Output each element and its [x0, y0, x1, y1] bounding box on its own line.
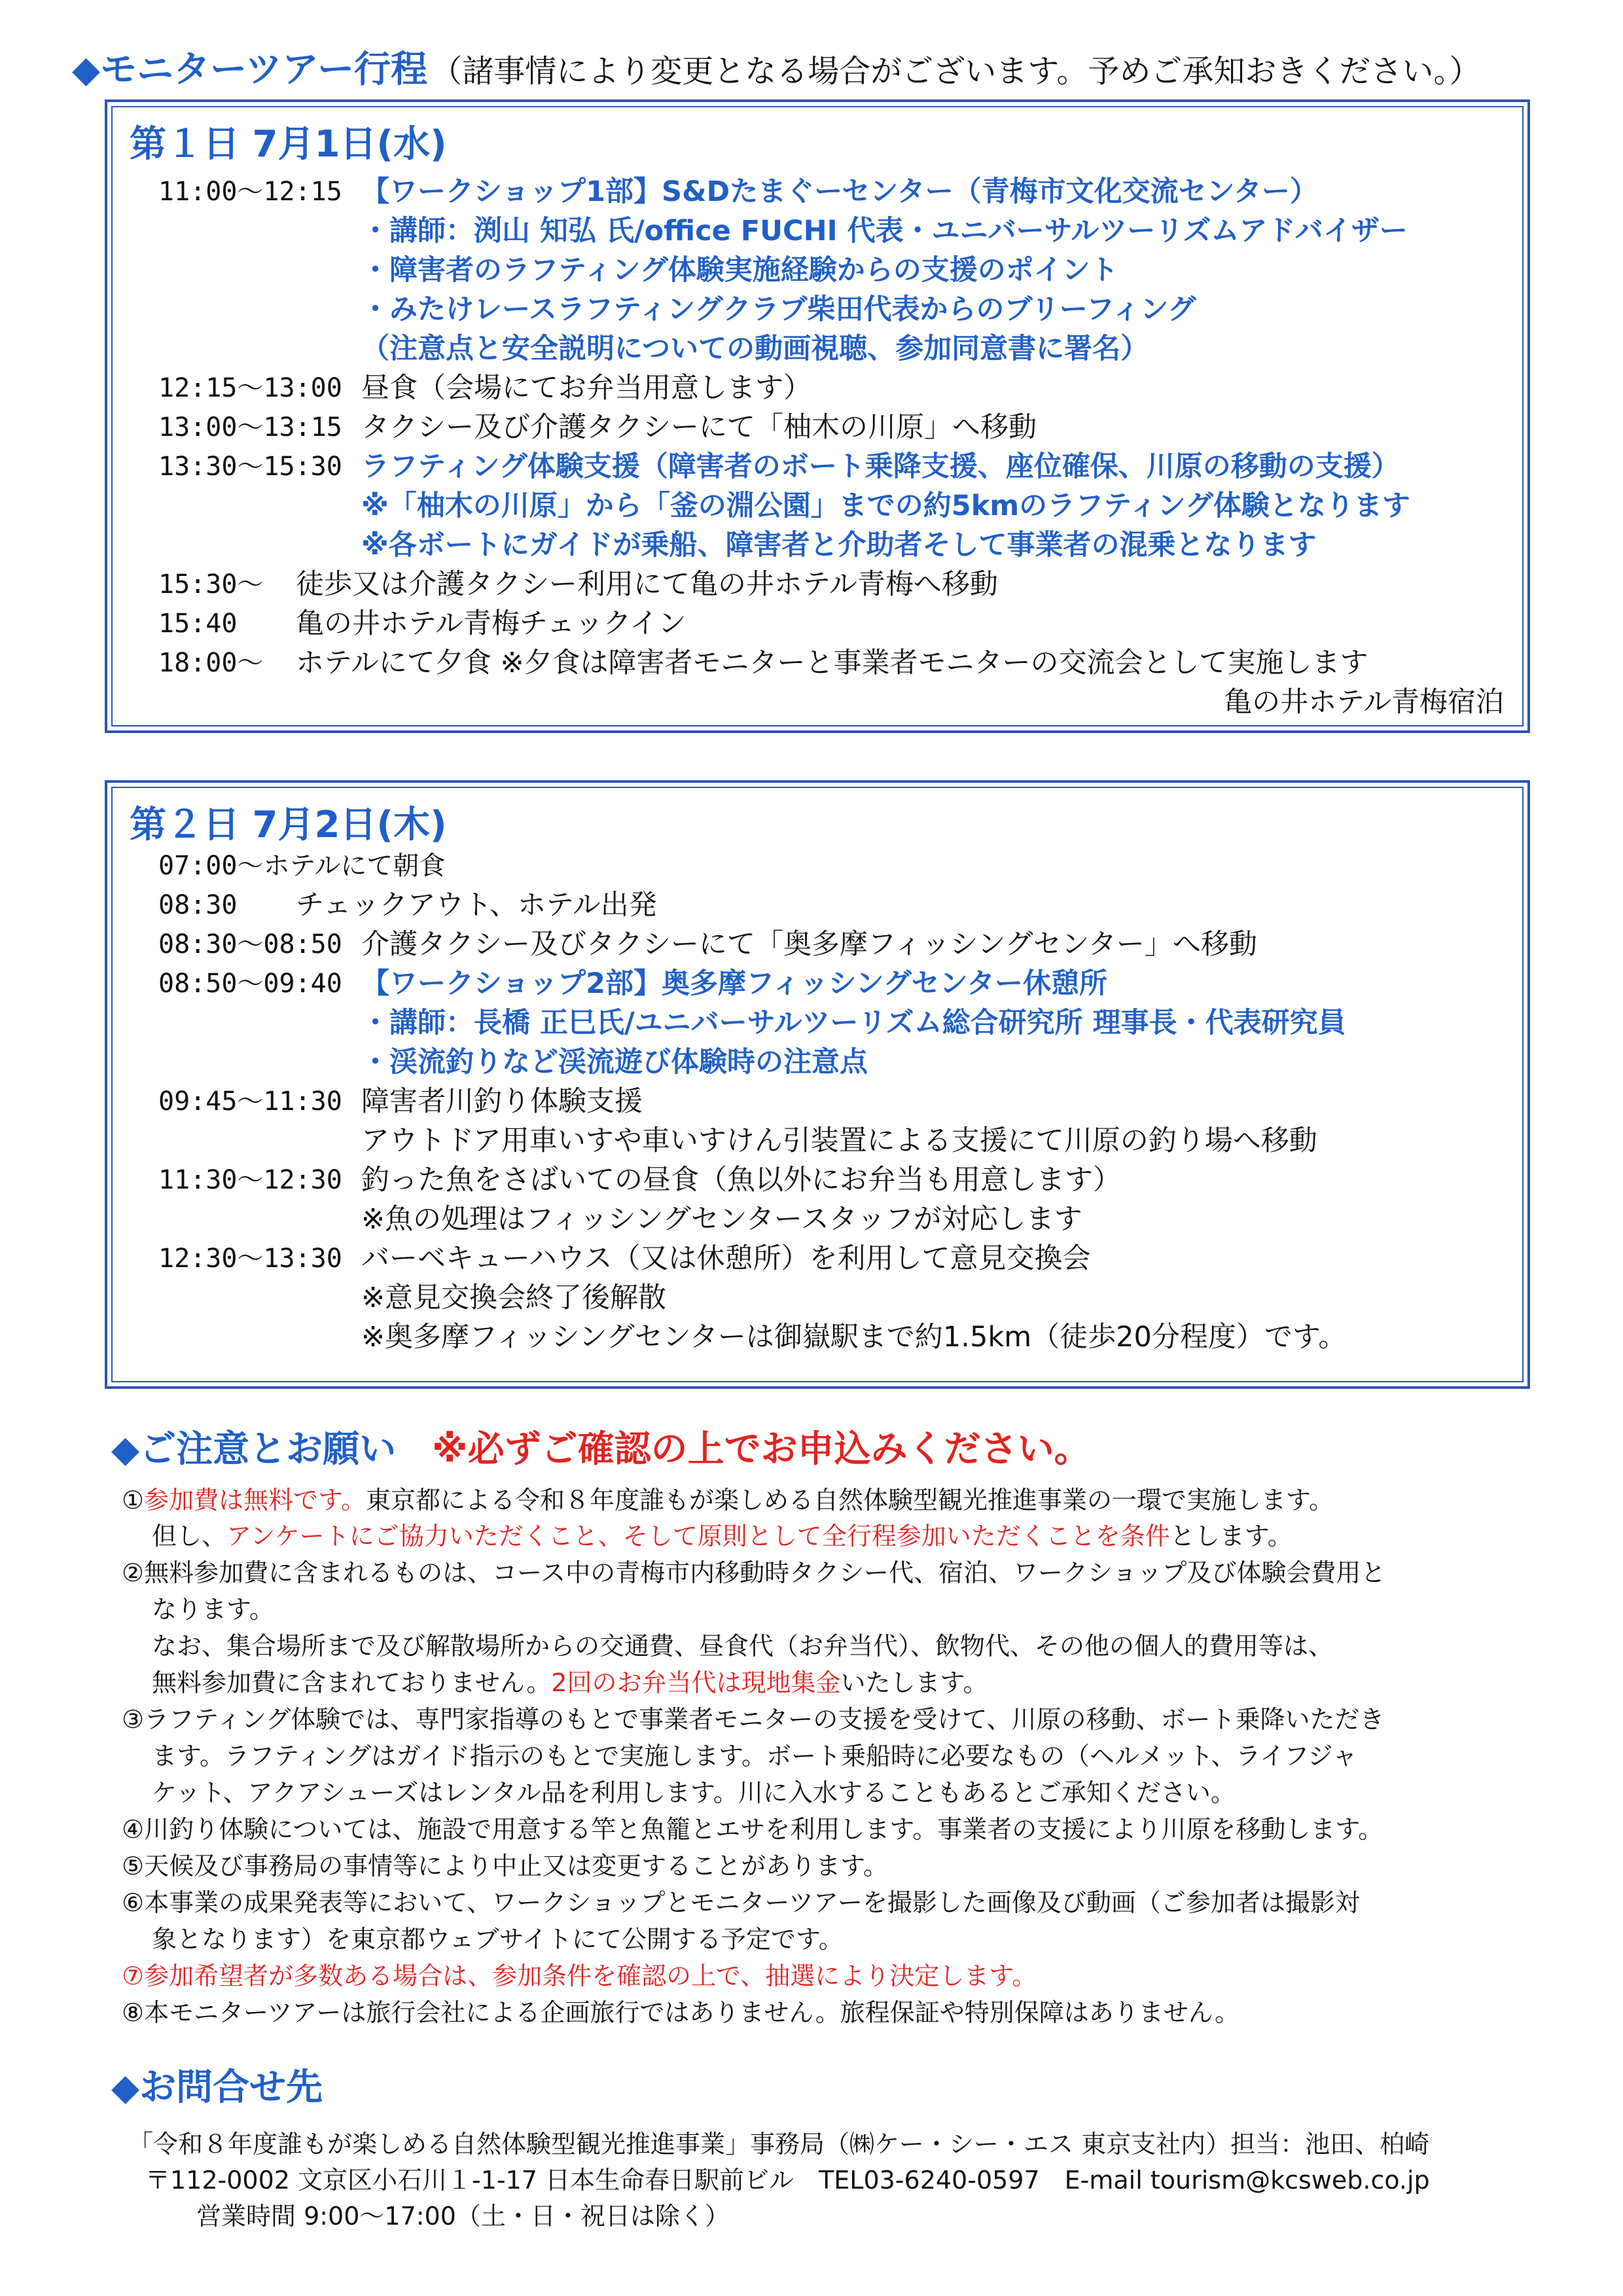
itinerary-heading: ◆モニターツアー行程	[72, 48, 428, 91]
day1-row-text: 亀の井ホテル青梅チェックイン	[296, 607, 687, 640]
notes-heading: ◆ご注意とお願い	[111, 1428, 397, 1471]
note-1-condition: アンケートにご協力いただくこと、そして原則として全行程参加いただくことを条件	[226, 1522, 1170, 1551]
note-6-line-2: 象となります）を東京都ウェブサイトにて公開する予定です。	[152, 1925, 844, 1954]
contact-address: 〒112-0002 文京区小石川１-1-17 日本生命春日駅前ビル TEL03-6240-0597 E-mail tourism@kcsweb.co.jp	[145, 2166, 1430, 2195]
note-5: ⑤天候及び事務局の事情等により中止又は変更することがあります。	[122, 1852, 889, 1880]
note-7: ⑦参加希望者が多数ある場合は、参加条件を確認の上で、抽選により決定します。	[122, 1962, 1037, 1990]
note-2-line-1: ②無料参加費に含まれるものは、コース中の青梅市内移動時タクシー代、宿泊、ワークショップ及び体験会費用と	[122, 1558, 1386, 1587]
day2-row-text: ・講師：長橋 正巳氏/ユニバーサルツーリズム総合研究所 理事長・代表研究員	[361, 1007, 1346, 1039]
note-6-line-1: ⑥本事業の成果発表等において、ワークショップとモニターツアーを撮影した画像及び動画（ご参加者は撮影対	[122, 1888, 1360, 1917]
day1-row-text: ・みたけレースラフティングクラブ柴田代表からのブリーフィング	[361, 293, 1196, 326]
note-1-but: 但し、	[152, 1522, 227, 1551]
day2-row-text: ※意見交換会終了後解散	[361, 1282, 667, 1314]
day2-row-text: バーベキューハウス（又は休憩所）を利用して意見交換会	[361, 1242, 1091, 1275]
day1-box	[105, 99, 1530, 733]
day1-stay: 亀の井ホテル青梅宿泊	[1224, 686, 1504, 719]
day2-row-time: 07:00～ホテルにて朝食	[158, 851, 446, 881]
note-1-line-2	[152, 1518, 1293, 1554]
day1-row-time: 15:40	[158, 609, 238, 639]
day1-row-time: 12:15～13:00	[158, 373, 342, 403]
day1-row-text: 【ワークショップ1部】S&Dたまぐーセンター（青梅市文化交流センター）	[361, 175, 1318, 208]
day2-row-time: 11:30～12:30	[158, 1165, 342, 1195]
day1-row-time: 13:30～15:30	[158, 452, 342, 482]
note-2-line-2: なります。	[152, 1595, 274, 1624]
day2-row-text: ※奥多摩フィッシングセンターは御嶽駅まで約1.5km（徒歩20分程度）です。	[361, 1321, 1347, 1354]
note-2-end: いたします。	[840, 1668, 988, 1697]
note-2-lunch-fee: 2回のお弁当代は現地集金	[551, 1668, 841, 1697]
day2-row-text: 釣った魚をさばいての昼食（魚以外にお弁当も用意します）	[361, 1164, 1121, 1196]
day2-row-text: 介護タクシー及びタクシーにて「奥多摩フィッシングセンター」へ移動	[361, 928, 1257, 961]
day2-row-time: 08:50～09:40	[158, 969, 342, 999]
note-3-line-3: ケット、アクアシューズはレンタル品を利用します。川に入水することもあるとご承知ください。	[152, 1778, 1236, 1807]
day1-title: 第１日 7月1日(水)	[130, 123, 447, 166]
day1-row-time: 18:00～	[158, 648, 264, 678]
contact-heading: ◆お問合せ先	[111, 2066, 323, 2109]
note-2-line-4	[152, 1665, 988, 1700]
day1-row-text: 徒歩又は介護タクシー利用にて亀の井ホテル青梅へ移動	[296, 568, 998, 601]
note-1-text: 東京都による令和８年度誰もが楽しめる自然体験型観光推進事業の一環で実施します。	[366, 1486, 1334, 1515]
day1-row-time: 11:00～12:15	[158, 177, 342, 207]
notes-header	[111, 1420, 1091, 1473]
note-2-line-3: なお、集合場所まで及び解散場所からの交通費、昼食代（お弁当代）、飲物代、その他の個人的費用等は、	[152, 1632, 1334, 1660]
day1-row-text: ・障害者のラフティング体験実施経験からの支援のポイント	[361, 254, 1118, 287]
day1-row-time: 13:00～13:15	[158, 412, 342, 442]
note-1-number: ①	[122, 1486, 145, 1515]
day2-title: 第２日 7月2日(木)	[130, 804, 447, 846]
note-2-text: 無料参加費に含まれておりません。	[152, 1668, 552, 1697]
note-1-line-1	[122, 1482, 1334, 1518]
day2-row-time: 08:30	[158, 890, 238, 920]
note-1-free: 参加費は無料です。	[144, 1486, 366, 1515]
note-4: ④川釣り体験については、施設で用意する竿と魚籠とエサを利用します。事業者の支援により川原を移動します。	[122, 1815, 1383, 1844]
note-3-line-1: ③ラフティング体験では、専門家指導のもとで事業者モニターの支援を受けて、川原の移動、ボート乗降いただき	[122, 1705, 1385, 1734]
notes-heading-warning: ※必ずご確認の上でお申込みください。	[432, 1428, 1091, 1471]
itinerary-note: （諸事情により変更となる場合がございます。予めご承知おきください。）	[431, 53, 1481, 90]
day2-row-text: ・渓流釣りなど渓流遊び体験時の注意点	[361, 1046, 868, 1079]
contact-office: 「令和８年度誰もが楽しめる自然体験型観光推進事業」事務局（㈱ケー・シー・エス 東京支社内）担当：池田、柏崎	[128, 2130, 1430, 2159]
day1-row-text: ラフティング体験支援（障害者のボート乗降支援、座位確保、川原の移動の支援）	[361, 450, 1400, 483]
day2-row-text: チェックアウト、ホテル出発	[296, 889, 657, 922]
contact-hours: 営業時間 9:00～17:00（土・日・祝日は除く）	[196, 2202, 730, 2231]
day2-row-time: 12:30～13:30	[158, 1244, 342, 1274]
note-1-end: とします。	[1169, 1522, 1293, 1551]
day2-row-time: 08:30～08:50	[158, 929, 342, 960]
day1-row-text: ※「柚木の川原」から「釜の淵公園」までの約5kmのラフティング体験となります	[361, 490, 1410, 522]
day1-row-text: タクシー及び介護タクシーにて「柚木の川原」へ移動	[361, 411, 1037, 444]
day1-row-text: ・講師：渕山 知弘 氏/office FUCHI 代表・ユニバーサルツーリズムアドバイザー	[361, 215, 1408, 247]
day1-row-time: 15:30～	[158, 569, 264, 600]
day2-row-text: アウトドア用車いすや車いすけん引装置による支援にて川原の釣り場へ移動	[361, 1124, 1317, 1157]
day2-box	[105, 780, 1530, 1389]
day1-row-text: （注意点と安全説明についての動画視聴、参加同意書に署名）	[361, 332, 1149, 365]
itinerary-header	[72, 41, 1480, 93]
note-8: ⑧本モニターツアーは旅行会社による企画旅行ではありません。旅程保証や特別保障はありません。	[122, 1998, 1240, 2027]
day2-row-text: ※魚の処理はフィッシングセンタースタッフが対応します	[361, 1203, 1082, 1236]
day2-row-text: 【ワークショップ2部】奥多摩フィッシングセンター休憩所	[361, 967, 1107, 1000]
day1-row-text: ホテルにて夕食 ※夕食は障害者モニターと事業者モニターの交流会として実施します	[296, 647, 1368, 679]
day2-row-text: 障害者川釣り体験支援	[361, 1085, 643, 1118]
day1-row-text: ※各ボートにガイドが乗船、障害者と介助者そして事業者の混乗となります	[361, 529, 1317, 562]
note-3-line-2: ます。ラフティングはガイド指示のもとで実施します。ボート乗船時に必要なもの（ヘルメット、ライフジャ	[152, 1742, 1357, 1770]
day1-row-text: 昼食（会場にてお弁当用意します）	[361, 372, 812, 404]
day2-row-time: 09:45～11:30	[158, 1086, 342, 1117]
